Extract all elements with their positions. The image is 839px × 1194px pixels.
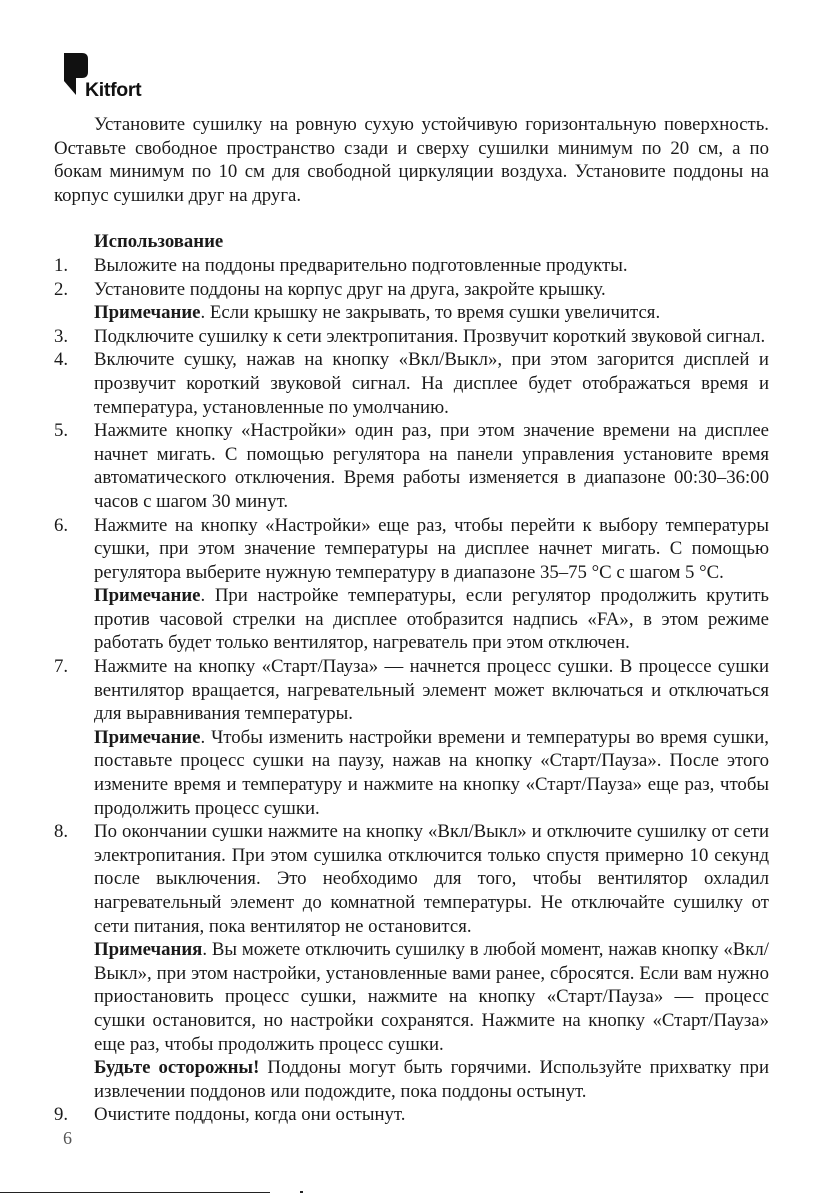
step-note: [94, 938, 769, 1056]
step-text: Установите поддоны на корпус друг на друга, закройте крышку.: [94, 278, 606, 300]
document-body: [54, 113, 769, 1127]
list-item: [54, 325, 769, 349]
note-text: . Вы можете отключить сушилку в любой момент, нажав кнопку «Вкл/Выкл», при этом настройки, установленные вами ранее, сбросятся. Если вам нужно приостановить процесс сушки, нажмите на кнопку «Старт/Пауза» — процесс сушки остановится, но настройки сохранятся. Нажмите на кнопку «Старт/Пауза» еще раз, чтобы продолжить процесс сушки.: [94, 939, 769, 1055]
warning-note: [94, 1056, 769, 1103]
note-text: . При настройке температуры, если регулятор продолжить крутить против часовой стрелки на дисплее отобразится надпись «FA», в этом режиме работать будет только вентилятор, нагреватель при этом отключен.: [94, 585, 769, 654]
brand-name: Kitfort: [85, 79, 142, 101]
footer-mark: [300, 1191, 303, 1193]
note-text: . Чтобы изменить настройки времени и температуры во время сушки, поставьте процесс сушки на паузу, нажав на кнопку «Старт/Пауза». После этого измените время и температуру и нажмите на кнопку «Старт/Пауза» еще раз, чтобы продолжить процесс сушки.: [94, 726, 769, 819]
step-text: Нажмите на кнопку «Старт/Пауза» — начнется процесс сушки. В процессе сушки вентилятор вращается, нагревательный элемент может включаться и отключаться для выравнивания температуры.: [94, 656, 769, 725]
warning-text: Поддоны могут быть горячими. Используйте прихватку при извлечении поддонов или подождите, пока поддоны остынут.: [94, 1057, 769, 1102]
step-text: Нажмите кнопку «Настройки» один раз, при этом значение времени на дисплее начнет мигать. С помощью регулятора на панели управления установите время автоматического отключения. Время работы изменяется в диапазоне 00:30–36:00 часов с шагом 30 минут.: [94, 420, 769, 512]
step-number: 7.: [54, 656, 69, 678]
step-note: [94, 584, 769, 655]
step-text: Нажмите на кнопку «Настройки» еще раз, чтобы перейти к выбору температуры сушки, при этом значение температуры на дисплее начнет мигать. С помощью регулятора выберите нужную температуру в диапазоне 35–75 °С с шагом 5 °С.: [94, 514, 769, 583]
list-item: [54, 348, 769, 419]
step-note: [94, 726, 769, 820]
step-number: 1.: [54, 254, 69, 276]
note-label: Примечания: [94, 939, 203, 961]
step-text: Включите сушку, нажав на кнопку «Вкл/Выкл», при этом загорится дисплей и прозвучит короткий звуковой сигнал. На дисплее будет отображаться время и температура, установленные по умолчанию.: [94, 349, 769, 418]
step-note: [94, 301, 769, 325]
note-text: . Если крышку не закрывать, то время сушки увеличится.: [200, 302, 661, 324]
list-item: [54, 254, 769, 278]
step-number: 3.: [54, 325, 69, 347]
step-number: 4.: [54, 349, 69, 371]
list-item: [54, 1103, 769, 1127]
list-item: [54, 419, 769, 513]
step-number: 6.: [54, 514, 69, 536]
list-item: [54, 278, 769, 325]
step-text: Очистите поддоны, когда они остынут.: [94, 1104, 406, 1126]
page-number: 6: [63, 1128, 72, 1148]
step-number: 2.: [54, 278, 69, 300]
step-number: 9.: [54, 1104, 69, 1126]
step-text: Выложите на поддоны предварительно подготовленные продукты.: [94, 254, 628, 276]
footer-divider: [0, 1192, 270, 1193]
warning-label: Будьте осторожны!: [94, 1057, 260, 1079]
intro-paragraph: Установите сушилку на ровную сухую устойчивую горизонтальную поверхность. Оставьте свободное пространство сзади и сверху сушилки минимум по 20 см, а по бокам минимум по 10 см для свободной циркуляции воздуха. Установите поддоны на корпус сушилки друг на друга.: [54, 114, 769, 206]
note-label: Примечание: [94, 585, 201, 607]
list-item: [54, 820, 769, 1103]
steps-list: [54, 254, 769, 1127]
step-number: 8.: [54, 821, 69, 843]
list-item: [54, 655, 769, 820]
note-label: Примечание: [94, 302, 201, 324]
list-item: [54, 514, 769, 656]
note-label: Примечание: [94, 726, 201, 748]
section-title: Использование: [94, 231, 224, 253]
step-text: По окончании сушки нажмите на кнопку «Вкл/Выкл» и отключите сушилку от сети электропитания. При этом сушилка отключится только спустя примерно 10 секунд после выключения. Это необходимо для того, чтобы вентилятор охладил нагревательный элемент до комнатной температуры. Не отключайте сушилку от сети питания, пока вентилятор не остановится.: [94, 821, 769, 937]
step-text: Подключите сушилку к сети электропитания. Прозвучит короткий звуковой сигнал.: [94, 325, 766, 347]
step-number: 5.: [54, 420, 69, 442]
